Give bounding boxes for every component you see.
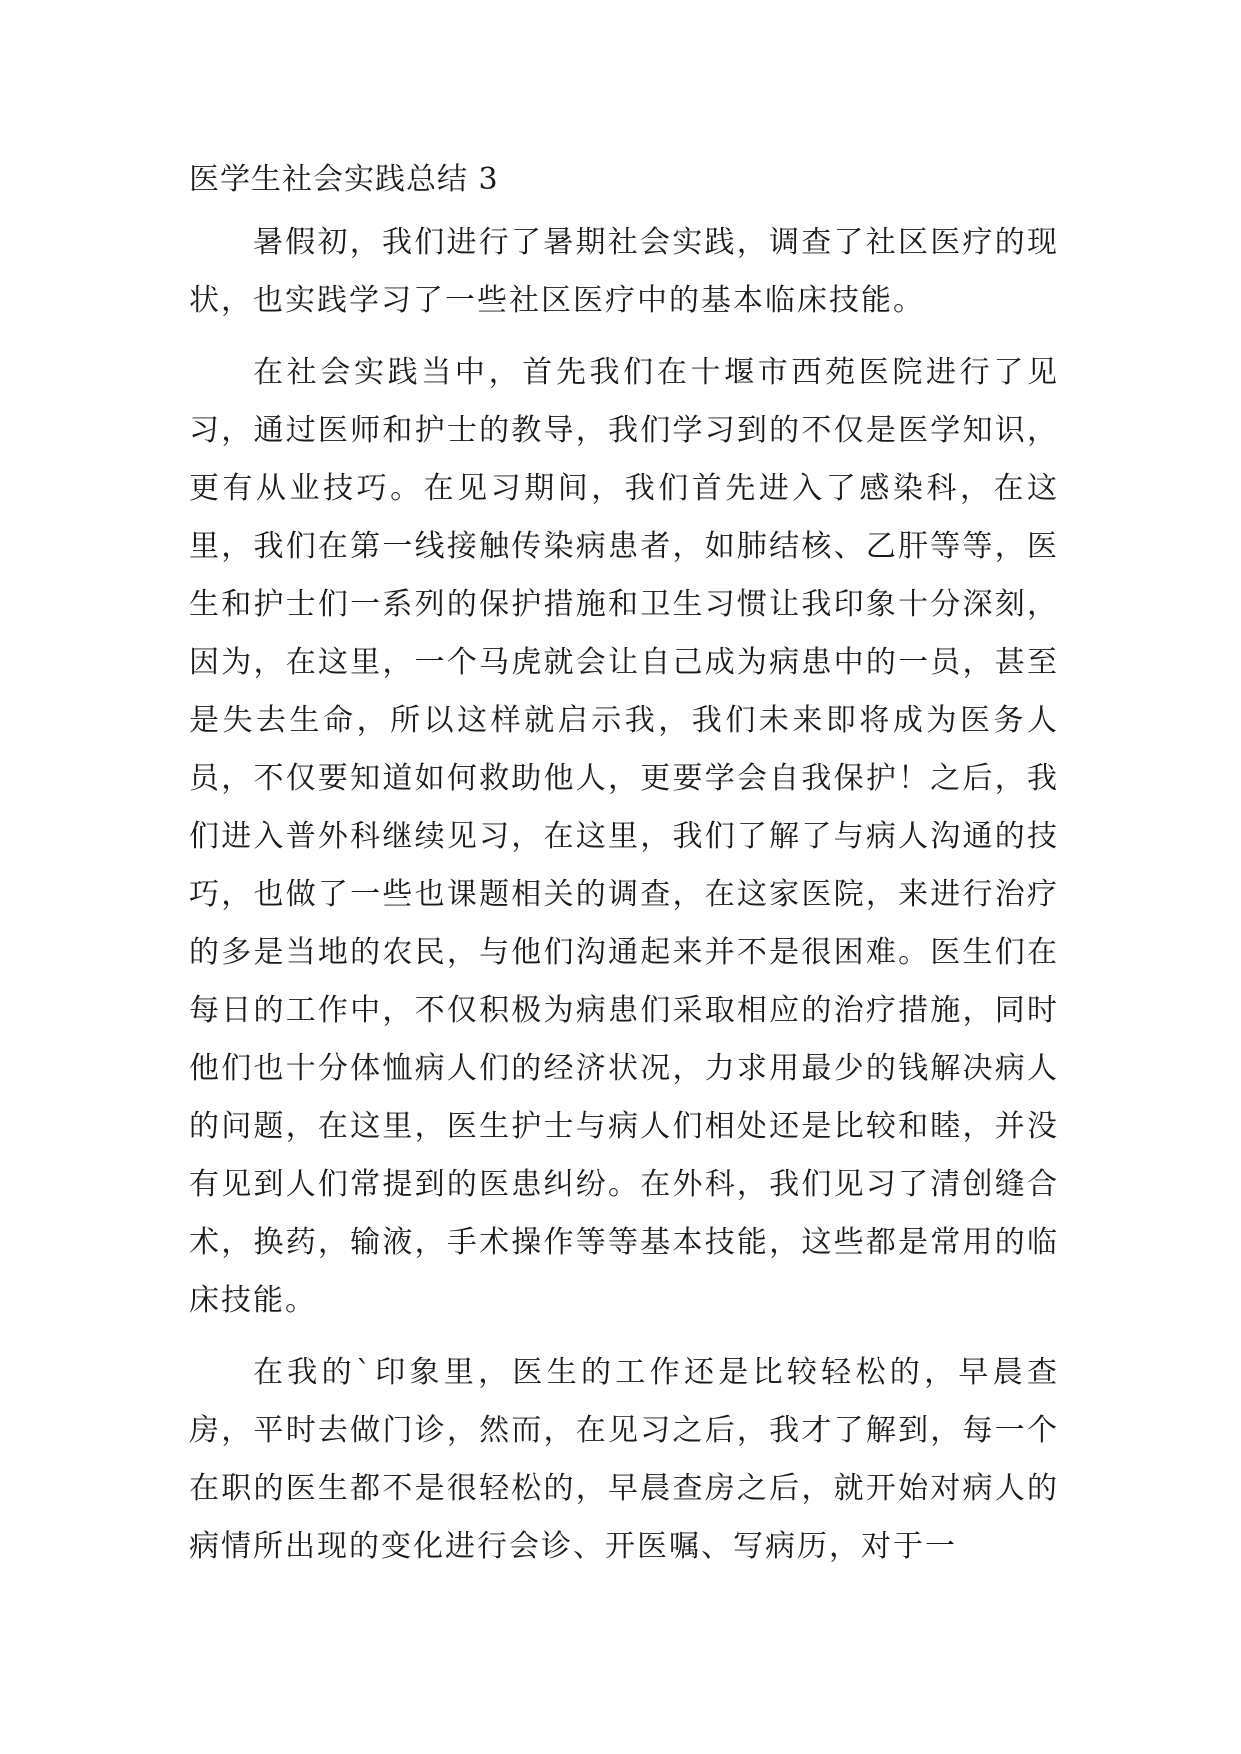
document-body xyxy=(189,160,1059,1590)
paragraph-impression: 在我的`印象里，医生的工作还是比较轻松的，早晨查房，平时去做门诊，然而，在见习之后，我才了解到，每一个在职的医生都不是很轻松的，早晨查房之后，就开始对病人的病情所出现的变化进行会诊、开医嘱、写病历，对于一 xyxy=(189,1355,1059,1564)
paragraph-practice: 在社会实践当中，首先我们在十堰市西苑医院进行了见习，通过医师和护士的教导，我们学习到的不仅是医学知识，更有从业技巧。在见习期间，我们首先进入了感染科，在这里，我们在第一线接触传染病患者，如肺结核、乙肝等等，医生和护士们一系列的保护措施和卫生习惯让我印象十分深刻，因为，在这里，一个马虎就会让自己成为病患中的一员，甚至是失去生命，所以这样就启示我，我们未来即将成为医务人员，不仅要知道如何救助他人，更要学会自我保护！之后，我们进入普外科继续见习，在这里，我们了解了与病人沟通的技巧，也做了一些也课题相关的调查，在这家医院，来进行治疗的多是当地的农民，与他们沟通起来并不是很困难。医生们在每日的工作中，不仅积极为病患们采取相应的治疗措施，同时他们也十分体恤病人们的经济状况，力求用最少的钱解决病人的问题，在这里，医生护士与病人们相处还是比较和睦，并没有见到人们常提到的医患纠纷。在外科，我们见习了清创缝合术，换药，输液，手术操作等等基本技能，这些都是常用的临床技能。 xyxy=(189,355,1059,1318)
paragraph-intro: 暑假初，我们进行了暑期社会实践，调查了社区医疗的现状，也实践学习了一些社区医疗中的基本临床技能。 xyxy=(189,225,1059,318)
document-title: 医学生社会实践总结 3 xyxy=(189,162,499,197)
